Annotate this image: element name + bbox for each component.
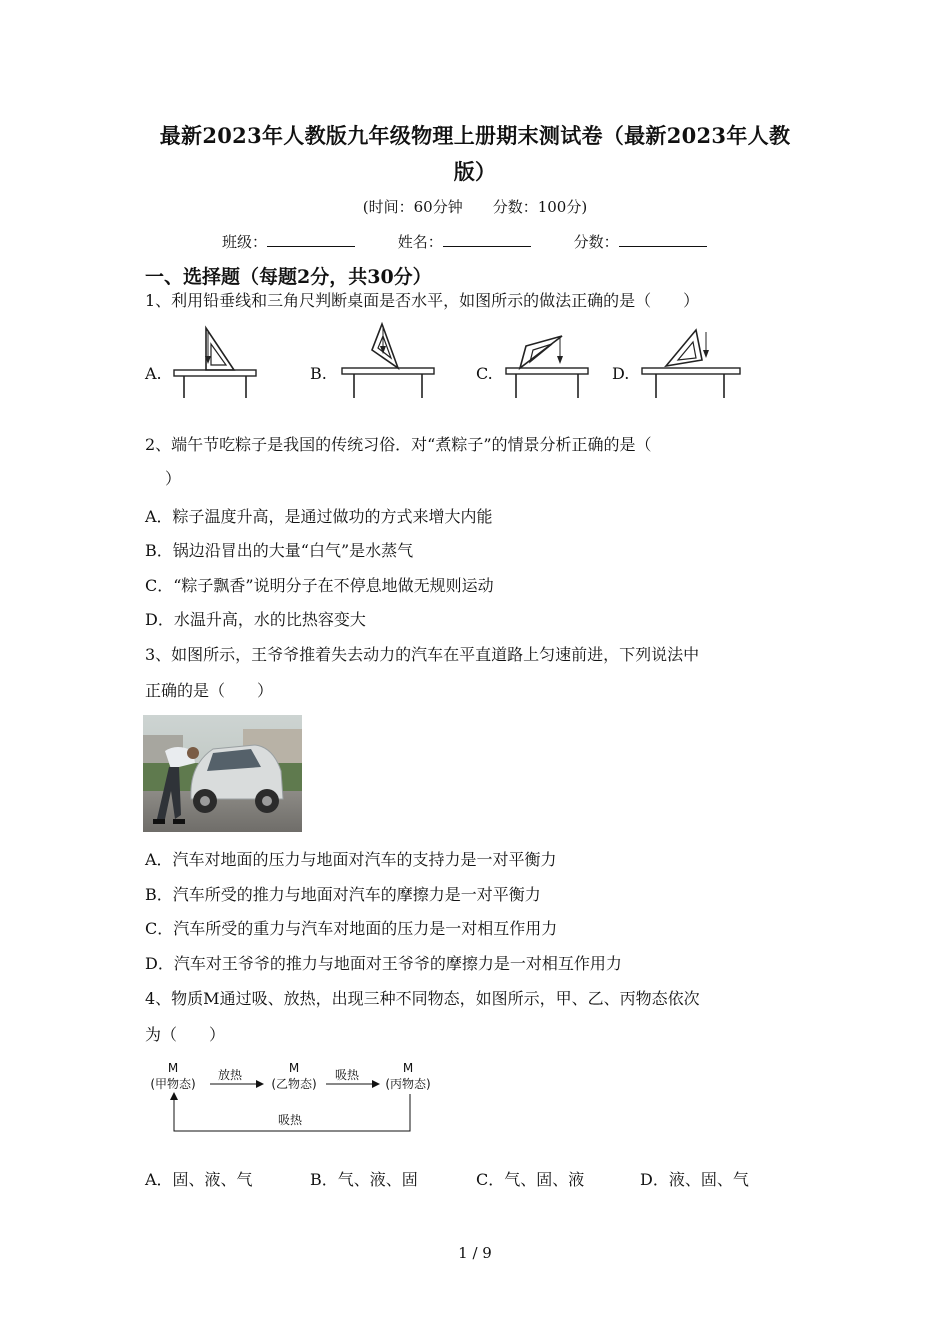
score-label: 分数： xyxy=(573,233,619,251)
score-field[interactable] xyxy=(574,231,707,252)
name-label: 姓名： xyxy=(397,233,443,251)
q1-option-c-label: C. xyxy=(476,364,493,383)
section-heading: 一、选择题（每题2分，共30分） xyxy=(145,266,432,288)
q4-m-label-1: M xyxy=(167,1061,179,1075)
page-number: 1 / 9 xyxy=(458,1244,492,1262)
class-field[interactable] xyxy=(222,231,355,252)
q4-arrow-1-head xyxy=(256,1080,264,1088)
q4-arrow-3-head xyxy=(170,1092,178,1100)
q1-option-a-label: A. xyxy=(145,364,162,383)
q4-option-c: C．气、固、液 xyxy=(476,1170,585,1189)
q2-text-line-1: 2、端午节吃粽子是我国的传统习俗．对“煮粽子”的情景分析正确的是（ xyxy=(145,435,652,454)
score-blank[interactable] xyxy=(619,232,707,247)
q4-arrow-3-label: 吸热 xyxy=(277,1113,303,1127)
q4-state-change-diagram xyxy=(140,1058,450,1138)
student-info-fields xyxy=(222,231,745,252)
q1-option-d-label: D. xyxy=(612,364,630,383)
q4-arrow-2-head xyxy=(372,1080,380,1088)
q2-text-line-2: ） xyxy=(165,469,182,488)
q4-m-label-3: M xyxy=(402,1061,414,1075)
q3-option-d: D．汽车对王爷爷的推力与地面对王爷爷的摩擦力是一对相互作用力 xyxy=(145,954,622,973)
q4-text-line-2: 为（ ） xyxy=(145,1025,226,1044)
class-blank[interactable] xyxy=(267,232,355,247)
q3-text-line-1: 3、如图所示，王爷爷推着失去动力的汽车在平直道路上匀速前进，下列说法中 xyxy=(145,645,700,664)
q2-option-b: B．锅边沿冒出的大量“白气”是水蒸气 xyxy=(145,541,414,560)
q3-text-line-2: 正确的是（ ） xyxy=(145,681,274,700)
q1-figure-b xyxy=(336,318,440,402)
title-line-1: 最新2023年人教版九年级物理上册期末测试卷（最新2023年人教 xyxy=(159,123,791,148)
q4-option-a: A．固、液、气 xyxy=(145,1170,253,1189)
name-blank[interactable] xyxy=(443,232,531,247)
q4-option-d: D．液、固、气 xyxy=(640,1170,749,1189)
class-label: 班级： xyxy=(222,233,268,251)
q1-option-b-label: B. xyxy=(310,364,327,383)
q2-option-a: A．粽子温度升高，是通过做功的方式来增大内能 xyxy=(145,507,493,526)
exam-meta: (时间：60分钟 分数：100分) xyxy=(362,198,588,216)
title-line-2: 版） xyxy=(453,159,497,184)
q4-state-2: (乙物态) xyxy=(271,1077,317,1091)
name-field[interactable] xyxy=(398,231,531,252)
q4-text-line-1: 4、物质M通过吸、放热，出现三种不同物态，如图所示，甲、乙、丙物态依次 xyxy=(145,989,700,1008)
q1-text: 1、利用铅垂线和三角尺判断桌面是否水平，如图所示的做法正确的是（ ） xyxy=(145,291,700,310)
q4-state-3: (丙物态) xyxy=(385,1077,431,1091)
q1-figure-a xyxy=(168,320,268,402)
q3-photo-man-pushing-car xyxy=(143,715,302,832)
q1-figure-c xyxy=(500,328,594,402)
q3-option-a: A．汽车对地面的压力与地面对汽车的支持力是一对平衡力 xyxy=(145,850,557,869)
q3-option-c: C．汽车所受的重力与汽车对地面的压力是一对相互作用力 xyxy=(145,919,558,938)
q4-arrow-1-label: 放热 xyxy=(217,1068,243,1082)
q4-arrow-2-label: 吸热 xyxy=(334,1068,360,1082)
q4-state-1: (甲物态) xyxy=(150,1077,196,1091)
q3-option-b: B．汽车所受的推力与地面对汽车的摩擦力是一对平衡力 xyxy=(145,885,541,904)
page-title xyxy=(140,118,810,190)
q1-figure-d xyxy=(636,320,746,402)
q2-option-c: C．“粽子飘香”说明分子在不停息地做无规则运动 xyxy=(145,576,494,595)
q4-option-b: B．气、液、固 xyxy=(310,1170,418,1189)
q2-option-d: D．水温升高，水的比热容变大 xyxy=(145,610,366,629)
q4-m-label-2: M xyxy=(288,1061,300,1075)
